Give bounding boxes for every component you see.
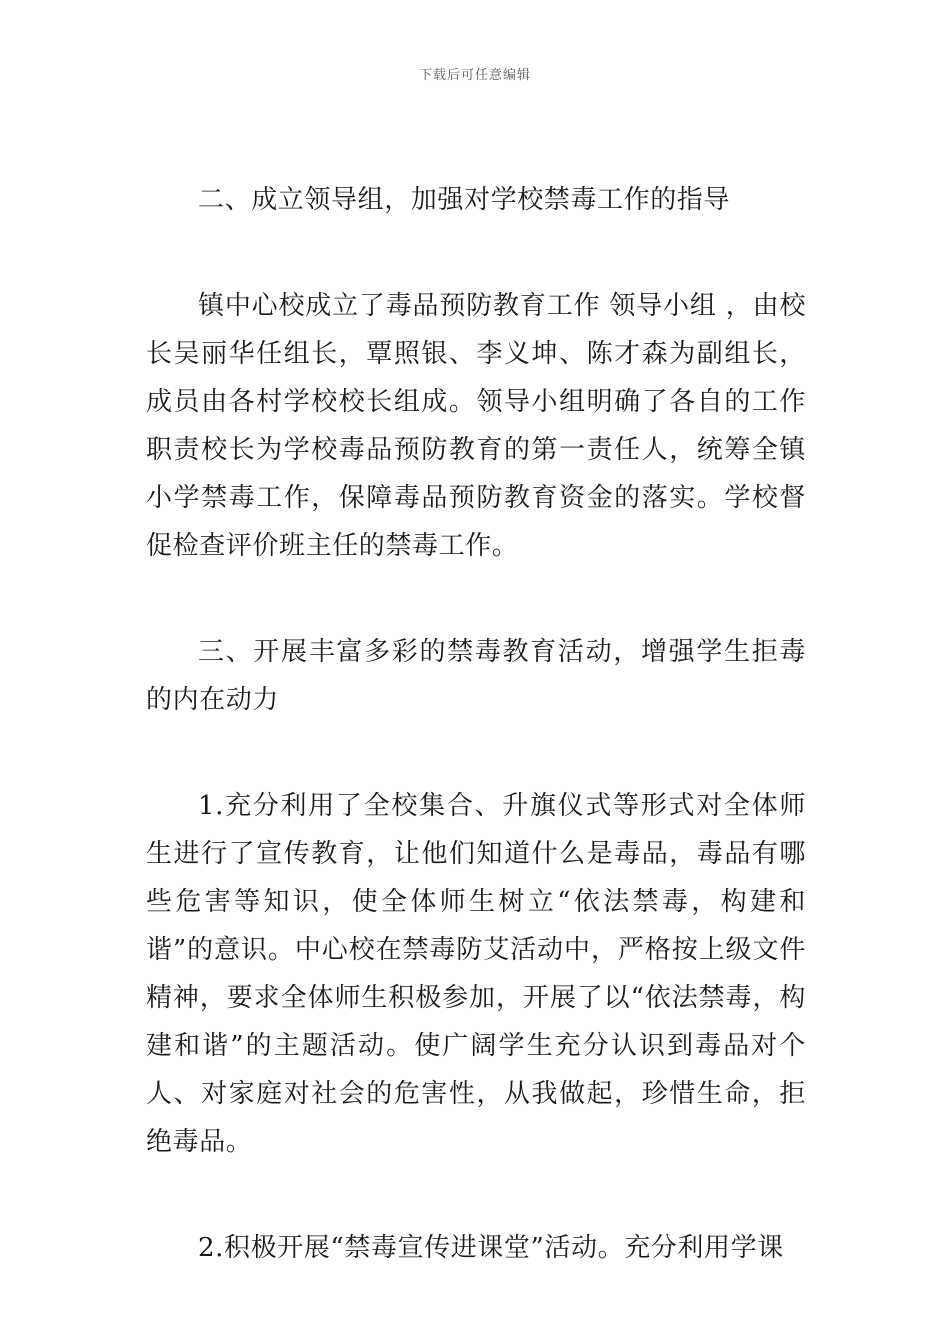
paragraph-item-2: 2.积极开展“禁毒宣传进课堂”活动。充分利用学课 xyxy=(198,1233,784,1263)
paragraph-leadership-group: 镇中心校成立了毒品预防教育工作 领导小组 ，由校长吴丽华任组长，覃照银、李义坤、陈才森为副组长，成员由各村学校校长组成。领导小组明确了各自的工作职责校长为学校毒品预防教育的第一责任人，统筹全镇小学禁毒工作，保障毒品预防教育资金的落实。学校督促检查评价班主任的禁毒工作。 xyxy=(146,291,806,561)
section-heading-3: 三、开展丰富多彩的禁毒教育活动，增强学生拒毒的内在动力 xyxy=(146,637,806,715)
document-body xyxy=(146,176,806,1272)
section-heading-2: 二、成立领导组，加强对学校禁毒工作的指导 xyxy=(198,185,731,215)
page-header: 下载后可任意编辑 xyxy=(418,68,531,83)
paragraph-item-1: 1.充分利用了全校集合、升旗仪式等形式对全体师生进行了宣传教育，让他们知道什么是毒品，毒品有哪些危害等知识，使全体师生树立“依法禁毒，构建和谐”的意识。中心校在禁毒防艾活动中，严格按上级文件精神，要求全体师生积极参加，开展了以“依法禁毒，构建和谐”的主题活动。使广阔学生充分认识到毒品对个人、对家庭对社会的危害性，从我做起，珍惜生命，拒绝毒品。 xyxy=(146,791,806,1157)
